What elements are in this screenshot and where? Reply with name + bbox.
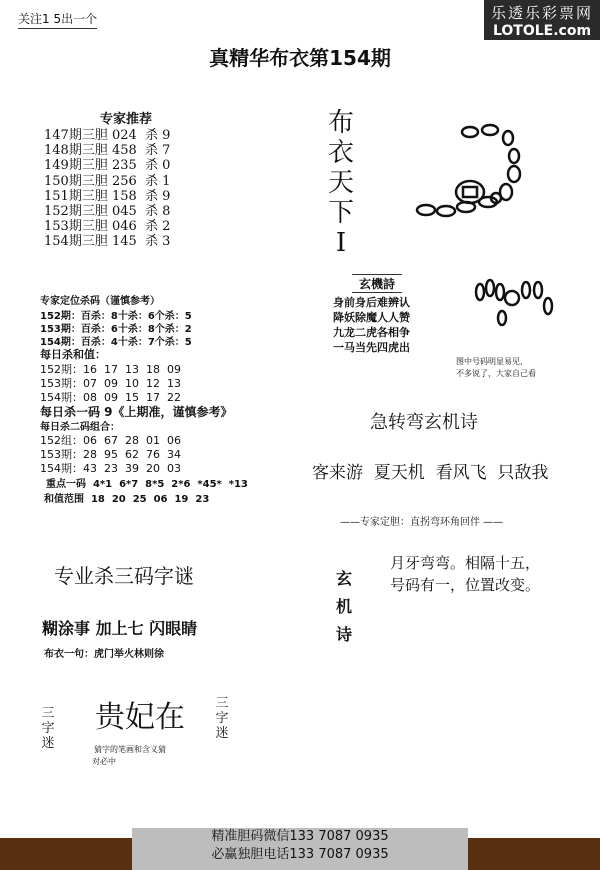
image-note-2: 不多说了，大家自己看 [456, 369, 536, 378]
kill-sum-row: 154期：08 09 15 17 22 [40, 391, 181, 404]
recommend-row: 150期三胆 256 杀 1 [44, 174, 171, 189]
riddle-hint: 猜字的笔画和含义猜 [94, 745, 166, 754]
page-title: 真精华布衣第154期 [209, 46, 391, 70]
kill-one-code: 每日杀一码 9《上期准，谨慎参考》 [40, 405, 233, 419]
kill-two-row: 154期：43 23 39 20 03 [40, 462, 181, 475]
buyi-line: 布衣一句：虎门举火林则徐 [44, 649, 164, 660]
xuanji-label: 玄機詩 [352, 274, 402, 293]
kill-sum-row: 152期：16 17 13 18 09 [40, 363, 181, 376]
bead-cluster-illustration [468, 276, 558, 346]
poem-line: 降妖除魔人人赞 [333, 311, 410, 324]
jizhuan-title: 急转弯玄机诗 [370, 412, 478, 433]
position-kill-row: 154期：百杀：4十杀：7个杀：5 [40, 337, 192, 348]
expert-title: 专家推荐 [100, 112, 153, 127]
kill-two-row: 153期：28 95 62 76 34 [40, 448, 181, 461]
vertical-title: 布 衣 天 下 I [327, 108, 354, 258]
site-logo[interactable] [484, 0, 600, 40]
recommend-row: 151期三胆 158 杀 9 [44, 189, 171, 204]
jizhuan-line: 客来游 夏天机 看风飞 只敌我 [312, 463, 549, 483]
poem-line: 一马当先四虎出 [333, 341, 410, 354]
footer-wechat: 精准胆码微信133 7087 0935 [211, 829, 389, 844]
riddle-vert-left: 三 字 迷 [41, 706, 55, 751]
kill-sum-label: 每日杀和值： [40, 348, 106, 361]
riddle-text: 糊涂事 加上七 闪眼睛 [42, 619, 198, 638]
kill-two-row: 152组：06 67 28 01 06 [40, 434, 181, 447]
top-note: 关注1 5出一个 [18, 10, 97, 29]
expert-set-line: ——专家定胆：直拐弯环角回伴 —— [340, 517, 504, 528]
recommend-row: 153期三胆 046 杀 2 [44, 219, 171, 234]
recommend-row: 152期三胆 045 杀 8 [44, 204, 171, 219]
xuanji-vertical: 玄 机 诗 [335, 569, 352, 644]
position-kill-row: 152期：百杀：8十杀：6个杀：5 [40, 311, 192, 322]
recommend-row: 149期三胆 235 杀 0 [44, 158, 171, 173]
footer-contact-box [132, 828, 468, 870]
moon-poem-line-2: 号码有一，位置改变。 [390, 576, 541, 594]
kill-sum-row: 153期：07 09 10 12 13 [40, 377, 181, 390]
kill-two-label: 每日杀二码组合： [40, 422, 120, 433]
poem-line: 身前身后难辨认 [333, 296, 410, 309]
bead-chain-illustration [410, 118, 540, 230]
riddle-big-word: 贵妃在 [95, 700, 185, 735]
recommend-row: 148期三胆 458 杀 7 [44, 143, 171, 158]
sum-range-row: 和值范围 18 20 25 06 19 23 [44, 494, 210, 505]
logo-chinese: 乐透乐彩票网 [490, 4, 593, 22]
recommend-row: 147期三胆 024 杀 9 [44, 128, 171, 143]
logo-domain: LOTOLE.com [492, 23, 592, 39]
position-kill-row: 153期：百杀：6十杀：8个杀：2 [40, 324, 192, 335]
position-kill-title: 专家定位杀码（谨慎参考） [40, 296, 160, 307]
riddle-vert-right: 三 字 迷 [215, 696, 229, 741]
image-note: 图中号码明显易见， [456, 357, 528, 366]
footer-phone: 必赢独胆电话133 7087 0935 [211, 847, 389, 862]
riddle-heading: 专业杀三码字谜 [54, 564, 194, 588]
riddle-hint-2: 对必中 [92, 757, 116, 766]
recommend-row: 154期三胆 145 杀 3 [44, 234, 171, 249]
poem-line: 九龙二虎各相争 [333, 326, 410, 339]
moon-poem-line: 月牙弯弯。相隔十五， [390, 554, 541, 572]
key-code-row: 重点一码 4*1 6*7 8*5 2*6 *45* *13 [46, 479, 248, 490]
